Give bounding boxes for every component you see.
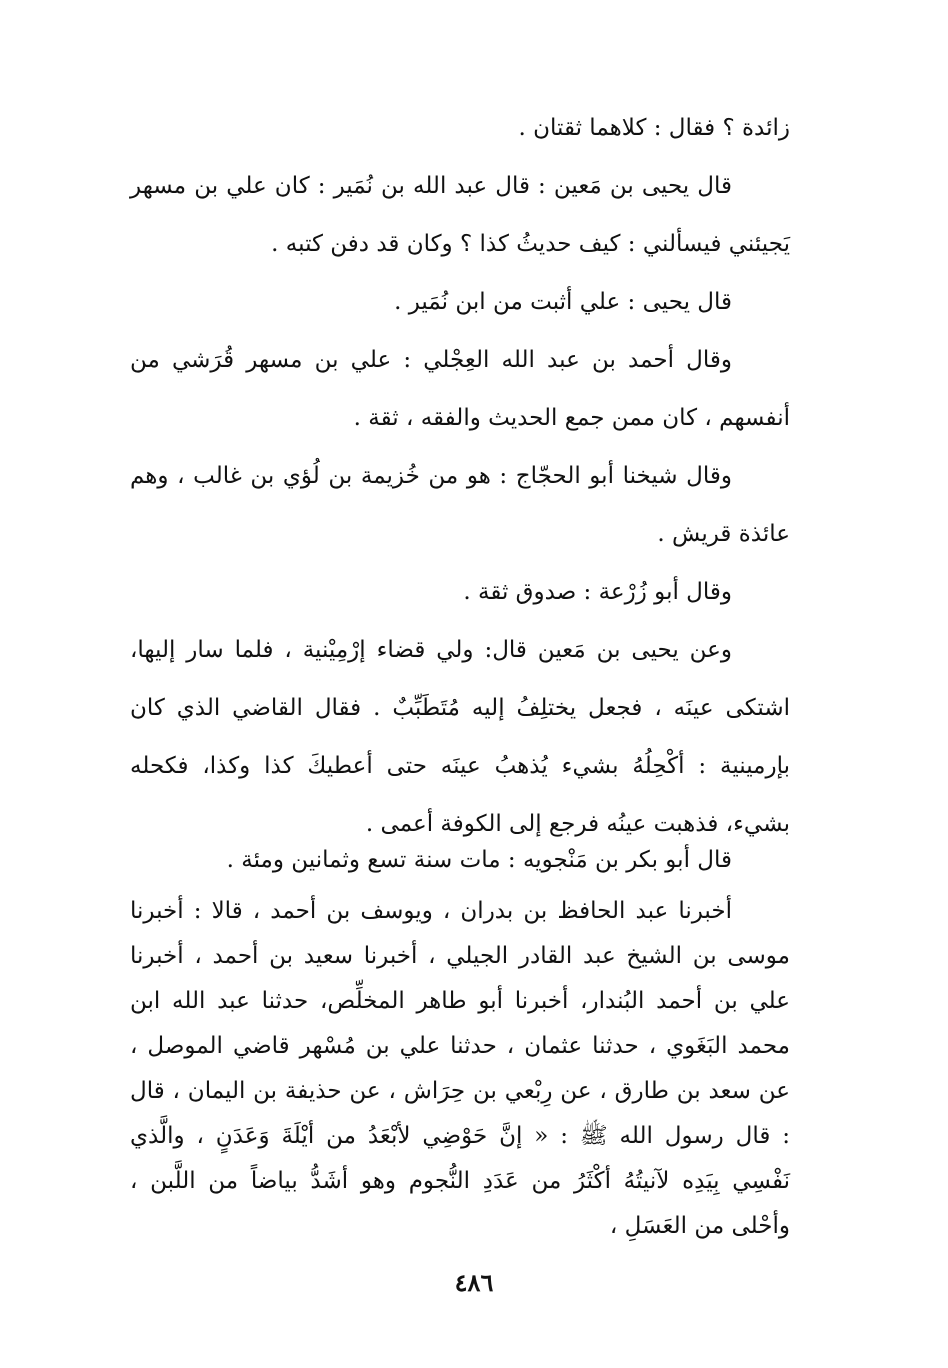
paragraph-ahmad-al-ijli: وقال أحمد بن عبد الله العِجْلي : علي بن مسهر قُرَشي من أنفسهم ، كان ممن جمع الحديث والفقه ، ثقة . bbox=[130, 347, 790, 431]
paragraph-armenia-story: وعن يحيى بن مَعين قال: ولي قضاء إرْمِيْنية ، فلما سار إليها، اشتكى عينَه ، فجعل يختلِفُ إليه مُتَطَبِّبٌ . فقال القاضي الذي كان بإرمينية : أكْحِلُهُ بشيء يُذهبُ عينَه حتى أعطيكَ كذا وكذا، فكحله بشيء، فذهبت عينُه فرجع إلى الكوفة أعمى . bbox=[130, 637, 790, 837]
page-number: ٤٨٦ bbox=[454, 1268, 494, 1297]
paragraph-abu-zura: وقال أبو زُرْعة : صدوق ثقة . bbox=[463, 579, 732, 605]
paragraph-death-date: قال أبو بكر بن مَنْجويه : مات سنة تسع وثمانين ومئة . bbox=[226, 847, 732, 873]
paragraph-abu-al-hajjaj: وقال شيخنا أبو الحجّاج : هو من خُزيمة بن لُؤي بن غالب ، وهم عائذة قريش . bbox=[130, 463, 790, 547]
paragraph-yahya-ibn-main: قال يحيى بن مَعين : قال عبد الله بن نُمَير : كان علي بن مسهر يَجيئني فيسألني : كيف حديثُ كذا ؟ وكان قد دفن كتبه . bbox=[130, 173, 790, 257]
paragraph-yahya-ali-athbat: قال يحيى : علي أثبت من ابن نُمَير . bbox=[394, 289, 732, 315]
paragraph-hadith-isnad: أخبرنا عبد الحافظ بن بدران ، ويوسف بن أحمد ، قالا : أخبرنا موسى بن الشيخ عبد القادر الجيلي ، أخبرنا سعيد بن أحمد ، أخبرنا علي بن أحمد البُندار، أخبرنا أبو طاهر المخلِّص، حدثنا عبد الله ابن محمد البَغَوي ، حدثنا عثمان ، حدثنا علي بن مُسْهر قاضي الموصل ، عن سعد بن طارق ، عن رِبْعي بن حِرَاش ، عن حذيفة بن اليمان ، قال : قال رسول الله ﷺ : « إنَّ حَوْضِي لأبْعَدُ من أيْلَةَ وَعَدَنٍ ، والَّذي نَفْسِي بِيَدِه لآنيتُهُ أكْثَرُ من عَدَدِ النُّجوم وهو أشَدُّ بياضاً من اللَّبن ، وأحْلى من العَسَلِ ، bbox=[130, 898, 790, 1239]
paragraph-continuation: زائدة ؟ فقال : كلاهما ثقتان . bbox=[518, 115, 790, 141]
